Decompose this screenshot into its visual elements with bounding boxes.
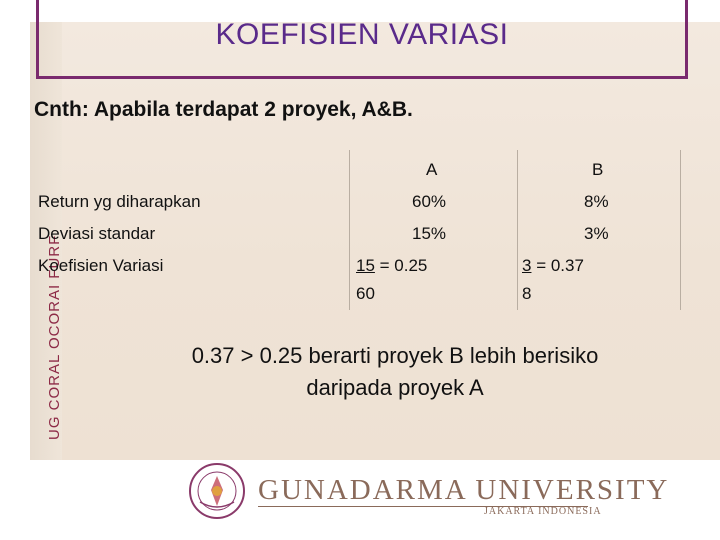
cv-a-denominator: 60 [356,284,375,303]
cv-b-numerator: 3 [522,256,532,275]
return-value-b: 8% [584,192,609,211]
table-divider-a-right [517,150,518,310]
column-header-b: B [592,160,604,179]
university-seal-icon [188,462,246,520]
deviation-value-b: 3% [584,224,609,243]
university-name: GUNADARMA UNIVERSITY [258,474,670,506]
cv-fraction-b [522,256,584,276]
cv-b-denominator: 8 [522,284,532,303]
university-city: JAKARTA INDONESIA [484,506,602,517]
column-header-a: A [426,160,438,179]
row-label-deviation: Deviasi standar [38,224,156,243]
return-value-a: 60% [412,192,447,211]
table-divider-a-left [349,150,350,310]
table-divider-b-right [680,150,681,310]
row-label-cv: Koefisien Variasi [38,256,164,275]
cv-a-numerator: 15 [356,256,375,275]
conclusion-line-2: daripada proyek A [306,375,484,400]
side-decoration-text: UG CORAL OCORAI FURF [46,234,63,440]
cv-a-result: = 0.25 [374,256,428,275]
row-label-return: Return yg diharapkan [38,192,201,211]
slide-title: KOEFISIEN VARIASI [215,18,509,51]
cv-fraction-a [356,256,427,276]
cv-b-result: = 0.37 [531,256,584,275]
conclusion-text [70,340,720,404]
conclusion-line-1: 0.37 > 0.25 berarti proyek B lebih berisiko [191,343,599,368]
deviation-value-a: 15% [412,224,447,243]
slide-subtitle: Cnth: Apabila terdapat 2 proyek, A&B. [34,98,413,121]
